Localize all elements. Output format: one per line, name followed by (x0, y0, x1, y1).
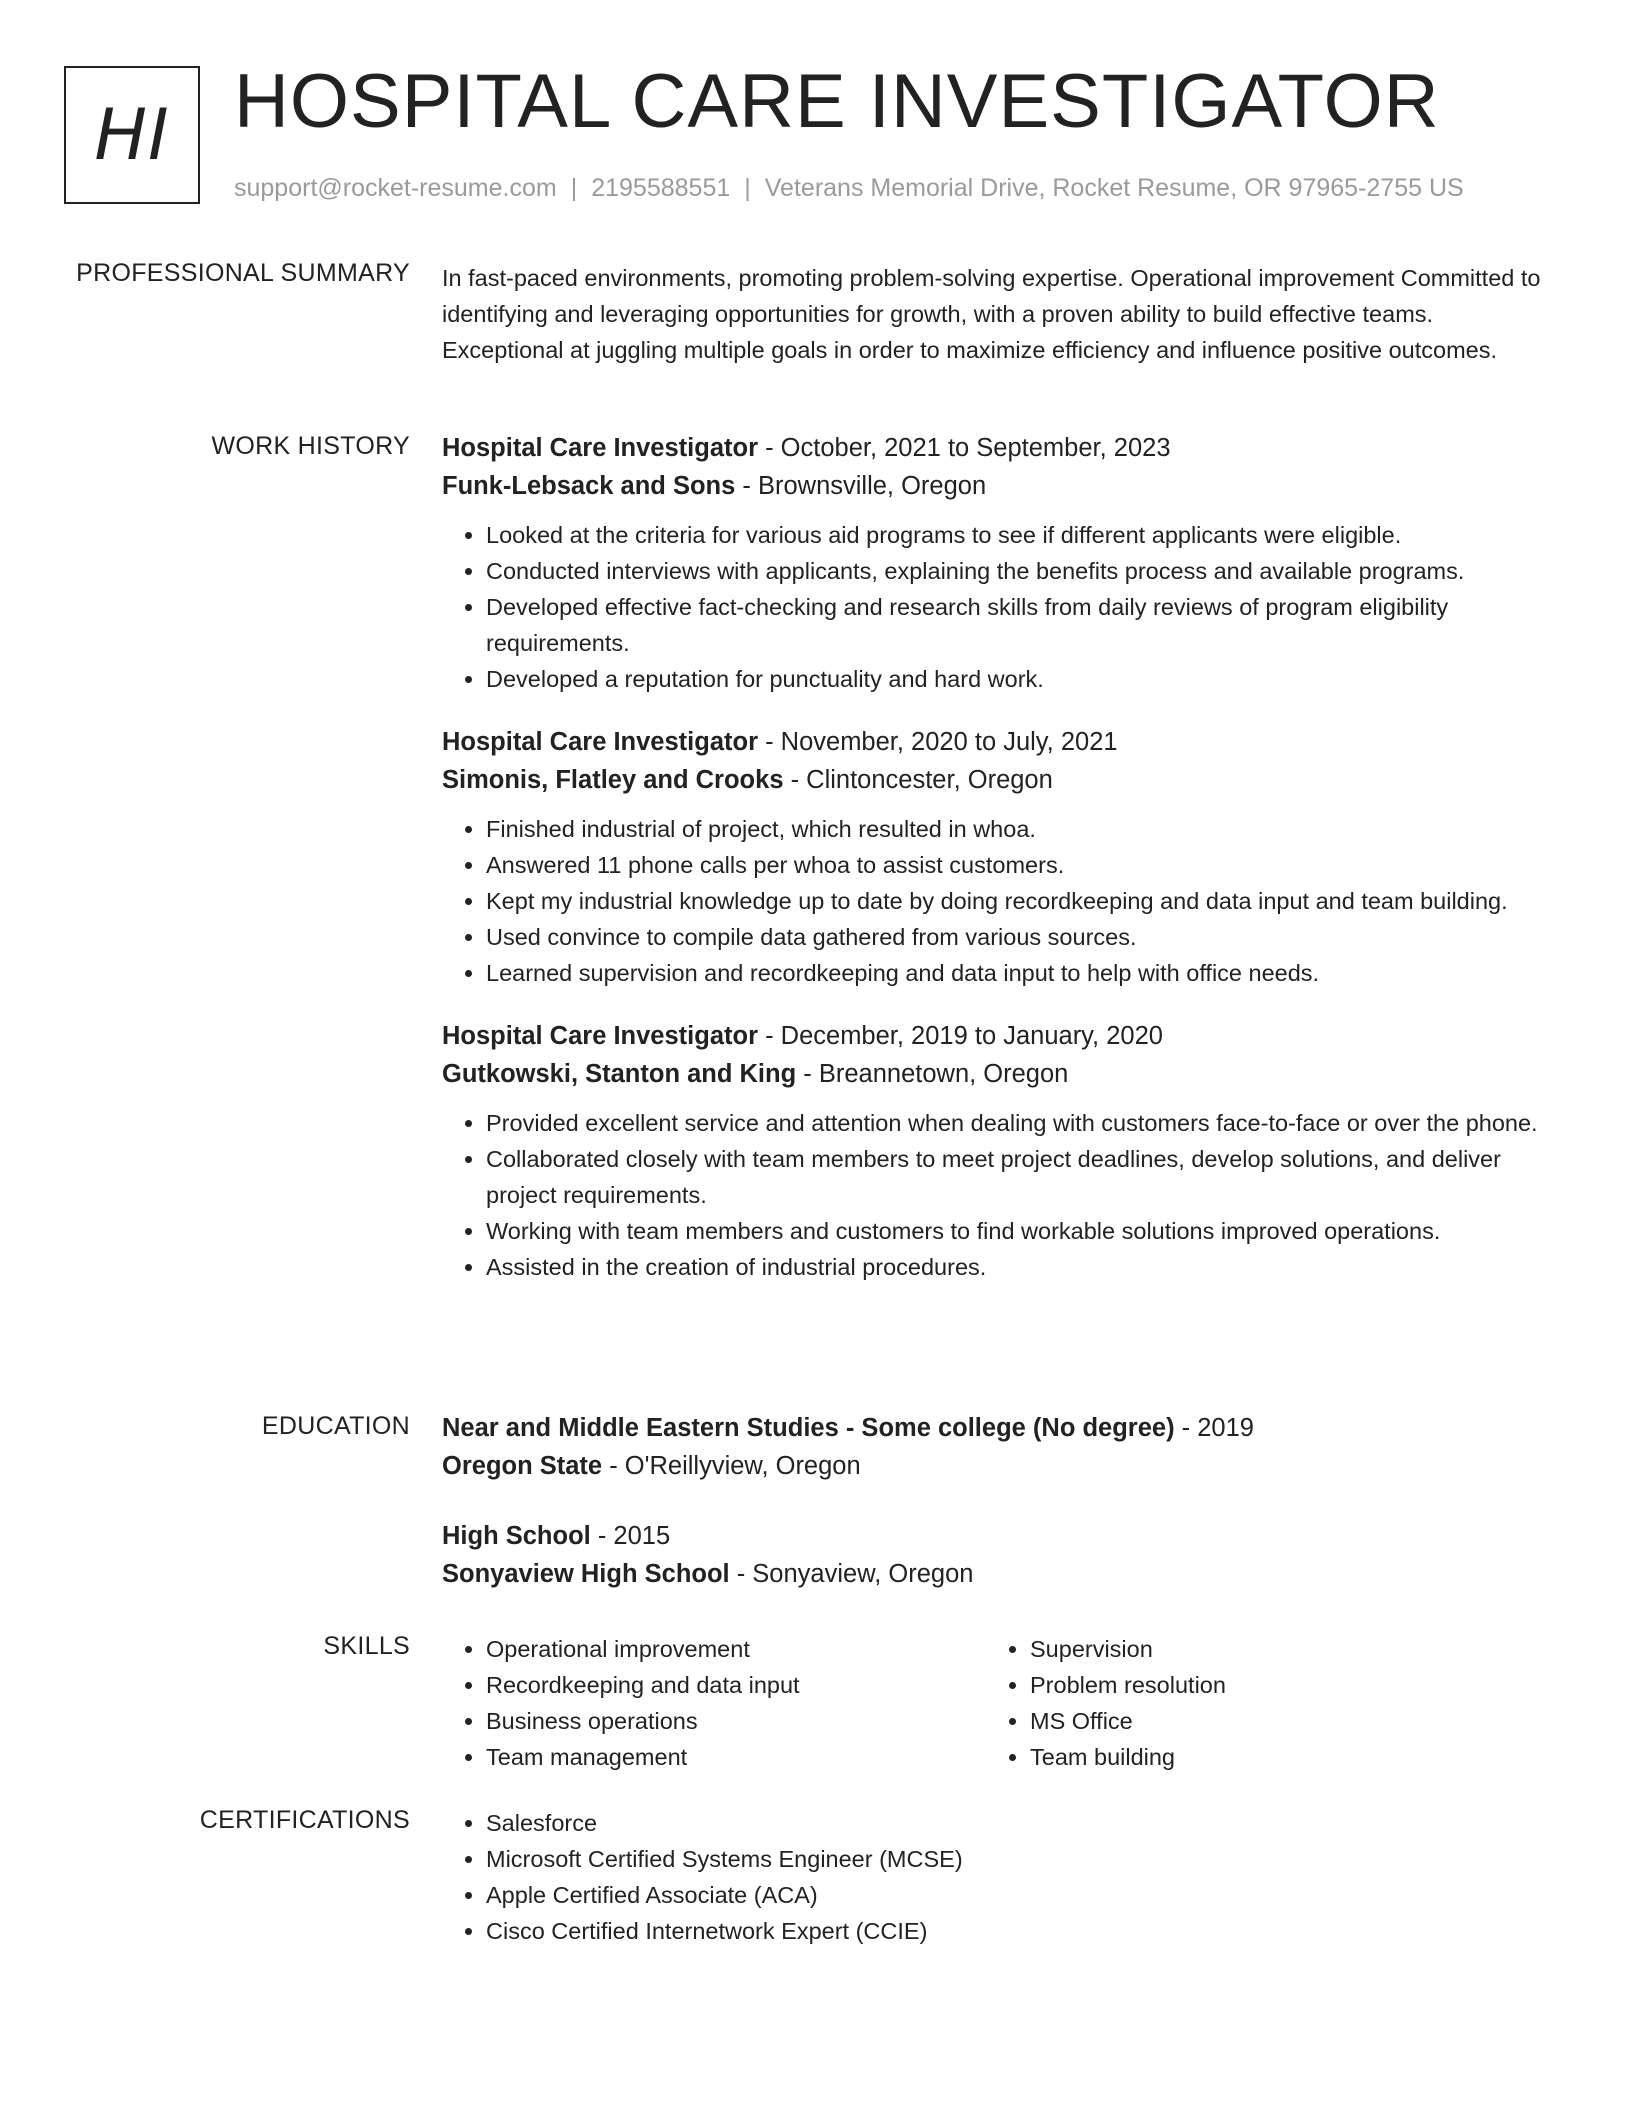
education-year: - 2015 (590, 1522, 671, 1550)
education-degree-line (442, 1517, 1552, 1555)
job-company-line (442, 1055, 1552, 1093)
certification-item: • Salesforce (486, 1805, 1552, 1841)
job-dates: - October, 2021 to September, 2023 (758, 434, 1171, 462)
job-title-line (442, 429, 1552, 467)
job-title-line (442, 723, 1552, 761)
job-bullet: • Collaborated closely with team members to meet project deadlines, develop solutions, and deliver project requirements. (486, 1141, 1552, 1213)
certification-item: • Cisco Certified Internetwork Expert (CCIE) (486, 1913, 1552, 1949)
job-entry (442, 1017, 1552, 1285)
job-dates: - December, 2019 to January, 2020 (758, 1022, 1163, 1050)
job-bullets (442, 517, 1552, 697)
section-label-certifications: CERTIFICATIONS (199, 1806, 410, 1834)
contact-separator: | (570, 174, 578, 202)
education-school-line (442, 1555, 1552, 1593)
job-title: Hospital Care Investigator (442, 728, 758, 756)
monogram-initials: HI (94, 94, 170, 176)
contact-line (234, 174, 1464, 203)
education-school: Sonyaview High School (442, 1560, 730, 1588)
skill-item: • Supervision (1030, 1631, 1530, 1667)
certification-item: • Apple Certified Associate (ACA) (486, 1877, 1552, 1913)
contact-phone[interactable]: 2195588551 (591, 174, 731, 202)
education-year: - 2019 (1174, 1414, 1254, 1442)
job-bullet: • Developed effective fact-checking and research skills from daily reviews of program eligibility requirements. (486, 589, 1552, 661)
contact-address: Veterans Memorial Drive, Rocket Resume, OR 97965-2755 US (764, 174, 1464, 202)
summary-text: In fast-paced environments, promoting problem-solving expertise. Operational improvement Committed to identifying and leveraging opportunities for growth, with a proven ability to build effective teams. Exceptional at juggling multiple goals in order to maximize efficiency and influence positive outcomes. (442, 265, 1541, 363)
job-title: Hospital Care Investigator (442, 434, 758, 462)
job-title: Hospital Care Investigator (442, 1022, 758, 1050)
skill-item: • Operational improvement (486, 1631, 986, 1667)
skill-item: • Team management (486, 1739, 986, 1775)
job-location: - Brownsville, Oregon (735, 472, 987, 500)
skill-item: • MS Office (1030, 1703, 1530, 1739)
certifications-list (442, 1805, 1552, 1949)
education-location: - O'Reillyview, Oregon (602, 1452, 861, 1480)
section-label-summary: PROFESSIONAL SUMMARY (76, 259, 410, 287)
job-bullet: • Learned supervision and recordkeeping and data input to help with office needs. (486, 955, 1552, 991)
skills-list-left (442, 1631, 986, 1775)
education-school-line (442, 1447, 1552, 1485)
skills-list-right (986, 1631, 1530, 1775)
skill-item: • Recordkeeping and data input (486, 1667, 986, 1703)
skills-grid (442, 1631, 1552, 1775)
education-degree-line (442, 1409, 1552, 1447)
contact-separator: | (744, 174, 751, 202)
job-entry (442, 429, 1552, 697)
education-location: - Sonyaview, Oregon (729, 1560, 974, 1588)
education-entry (442, 1517, 1552, 1593)
job-company: Gutkowski, Stanton and King (442, 1060, 797, 1088)
job-dates: - November, 2020 to July, 2021 (758, 728, 1118, 756)
job-bullets (442, 811, 1552, 991)
job-bullets (442, 1105, 1552, 1285)
job-company-line (442, 467, 1552, 505)
skill-item: • Business operations (486, 1703, 986, 1739)
job-bullet: • Conducted interviews with applicants, explaining the benefits process and available programs. (486, 553, 1552, 589)
job-bullet: • Kept my industrial knowledge up to date by doing recordkeeping and data input and team building. (486, 883, 1552, 919)
section-label-education: EDUCATION (261, 1412, 410, 1440)
resume-name: HOSPITAL CARE INVESTIGATOR (234, 59, 1440, 144)
job-bullet: • Used convince to compile data gathered from various sources. (486, 919, 1552, 955)
skill-item: • Team building (1030, 1739, 1530, 1775)
job-bullet: • Finished industrial of project, which resulted in whoa. (486, 811, 1552, 847)
education-school: Oregon State (442, 1452, 603, 1480)
education-entry (442, 1409, 1552, 1485)
section-label-work-history: WORK HISTORY (211, 432, 410, 460)
job-company: Simonis, Flatley and Crooks (442, 766, 784, 794)
job-company: Funk-Lebsack and Sons (442, 472, 736, 500)
section-label-skills: SKILLS (323, 1632, 410, 1660)
job-company-line (442, 761, 1552, 799)
job-bullet: • Developed a reputation for punctuality and hard work. (486, 661, 1552, 697)
contact-email[interactable]: support@rocket-resume.com (234, 174, 557, 202)
job-bullet: • Working with team members and customers to find workable solutions improved operations. (486, 1213, 1552, 1249)
education-degree: Near and Middle Eastern Studies - Some college (No degree) (442, 1414, 1175, 1442)
job-bullet: • Answered 11 phone calls per whoa to assist customers. (486, 847, 1552, 883)
job-bullet: • Assisted in the creation of industrial procedures. (486, 1249, 1552, 1285)
certification-item: • Microsoft Certified Systems Engineer (MCSE) (486, 1841, 1552, 1877)
job-title-line (442, 1017, 1552, 1055)
job-location: - Clintoncester, Oregon (783, 766, 1053, 794)
job-location: - Breannetown, Oregon (796, 1060, 1069, 1088)
job-bullet: • Provided excellent service and attention when dealing with customers face-to-face or over the phone. (486, 1105, 1552, 1141)
job-bullet: • Looked at the criteria for various aid programs to see if different applicants were eligible. (486, 517, 1552, 553)
education-degree: High School (442, 1522, 591, 1550)
skill-item: • Problem resolution (1030, 1667, 1530, 1703)
monogram-logo (64, 66, 200, 204)
job-entry (442, 723, 1552, 991)
